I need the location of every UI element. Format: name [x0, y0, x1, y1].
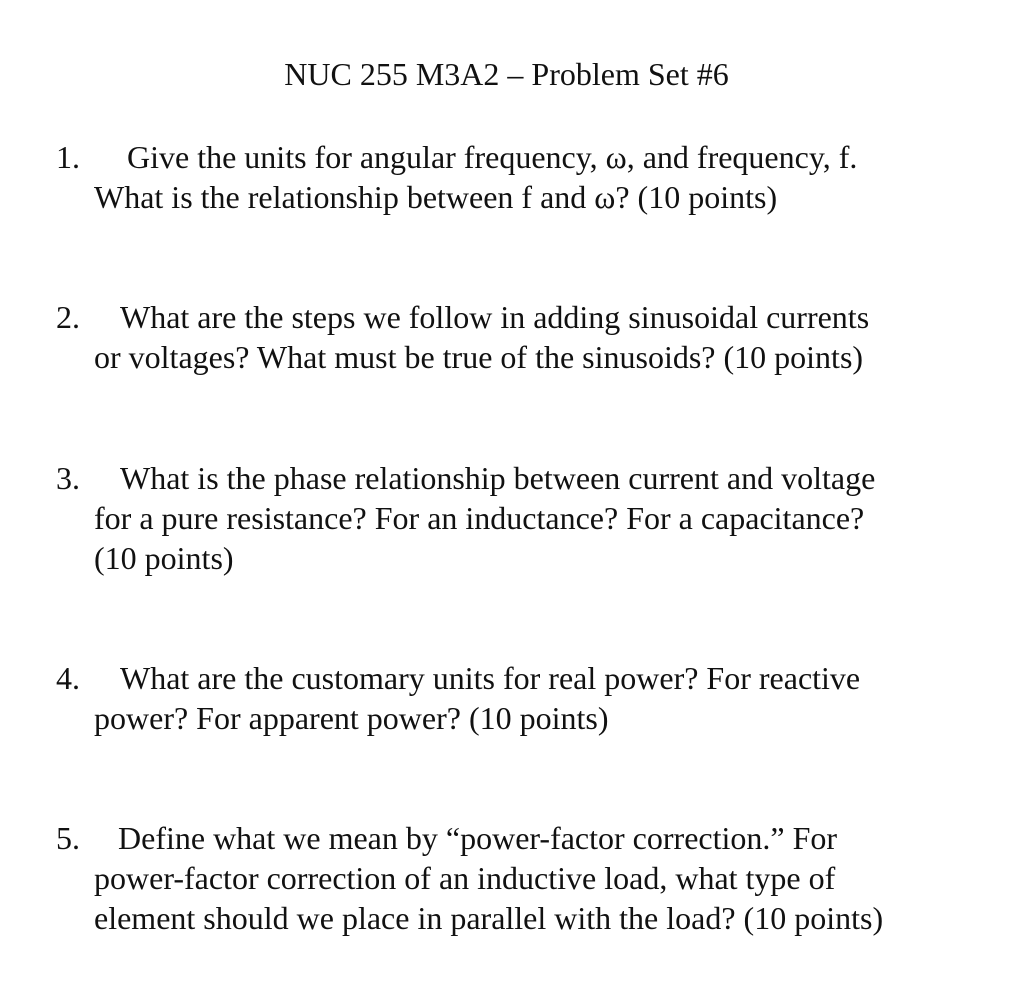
question-3: [0, 458, 1033, 578]
question-number: 4.: [56, 660, 80, 696]
question-5: [0, 818, 1033, 938]
question-line: [0, 458, 1033, 498]
question-line: [0, 337, 1033, 377]
question-line: [0, 538, 1033, 578]
question-line: [0, 297, 1033, 337]
question-text: (10 points): [94, 540, 234, 576]
question-text: What are the customary units for real power? For reactive: [120, 660, 861, 696]
question-1: [0, 137, 1033, 217]
question-number: 5.: [56, 820, 80, 856]
question-text: What is the relationship between f and ω? (10 points): [94, 179, 778, 215]
question-number: 1.: [56, 139, 80, 175]
question-line: [0, 858, 1033, 898]
question-line: [0, 658, 1033, 698]
question-text: power-factor correction of an inductive load, what type of: [94, 860, 836, 896]
question-text: element should we place in parallel with the load? (10 points): [94, 900, 884, 936]
question-text: for a pure resistance? For an inductance? For a capacitance?: [94, 500, 865, 536]
question-4: [0, 658, 1033, 738]
question-line: [0, 898, 1033, 938]
question-text: Define what we mean by “power-factor correction.” For: [118, 820, 838, 856]
question-text: Give the units for angular frequency, ω, and frequency, f.: [127, 139, 858, 175]
question-number: 2.: [56, 299, 80, 335]
question-text: What are the steps we follow in adding sinusoidal currents: [120, 299, 870, 335]
question-line: [0, 137, 1033, 177]
question-line: [0, 818, 1033, 858]
question-line: [0, 177, 1033, 217]
question-text: What is the phase relationship between current and voltage: [120, 460, 876, 496]
question-text: power? For apparent power? (10 points): [94, 700, 609, 736]
question-text: or voltages? What must be true of the sinusoids? (10 points): [94, 339, 864, 375]
question-line: [0, 698, 1033, 738]
question-line: [0, 498, 1033, 538]
page-title: NUC 255 M3A2 – Problem Set #6: [284, 56, 729, 92]
question-2: [0, 297, 1033, 377]
question-number: 3.: [56, 460, 80, 496]
